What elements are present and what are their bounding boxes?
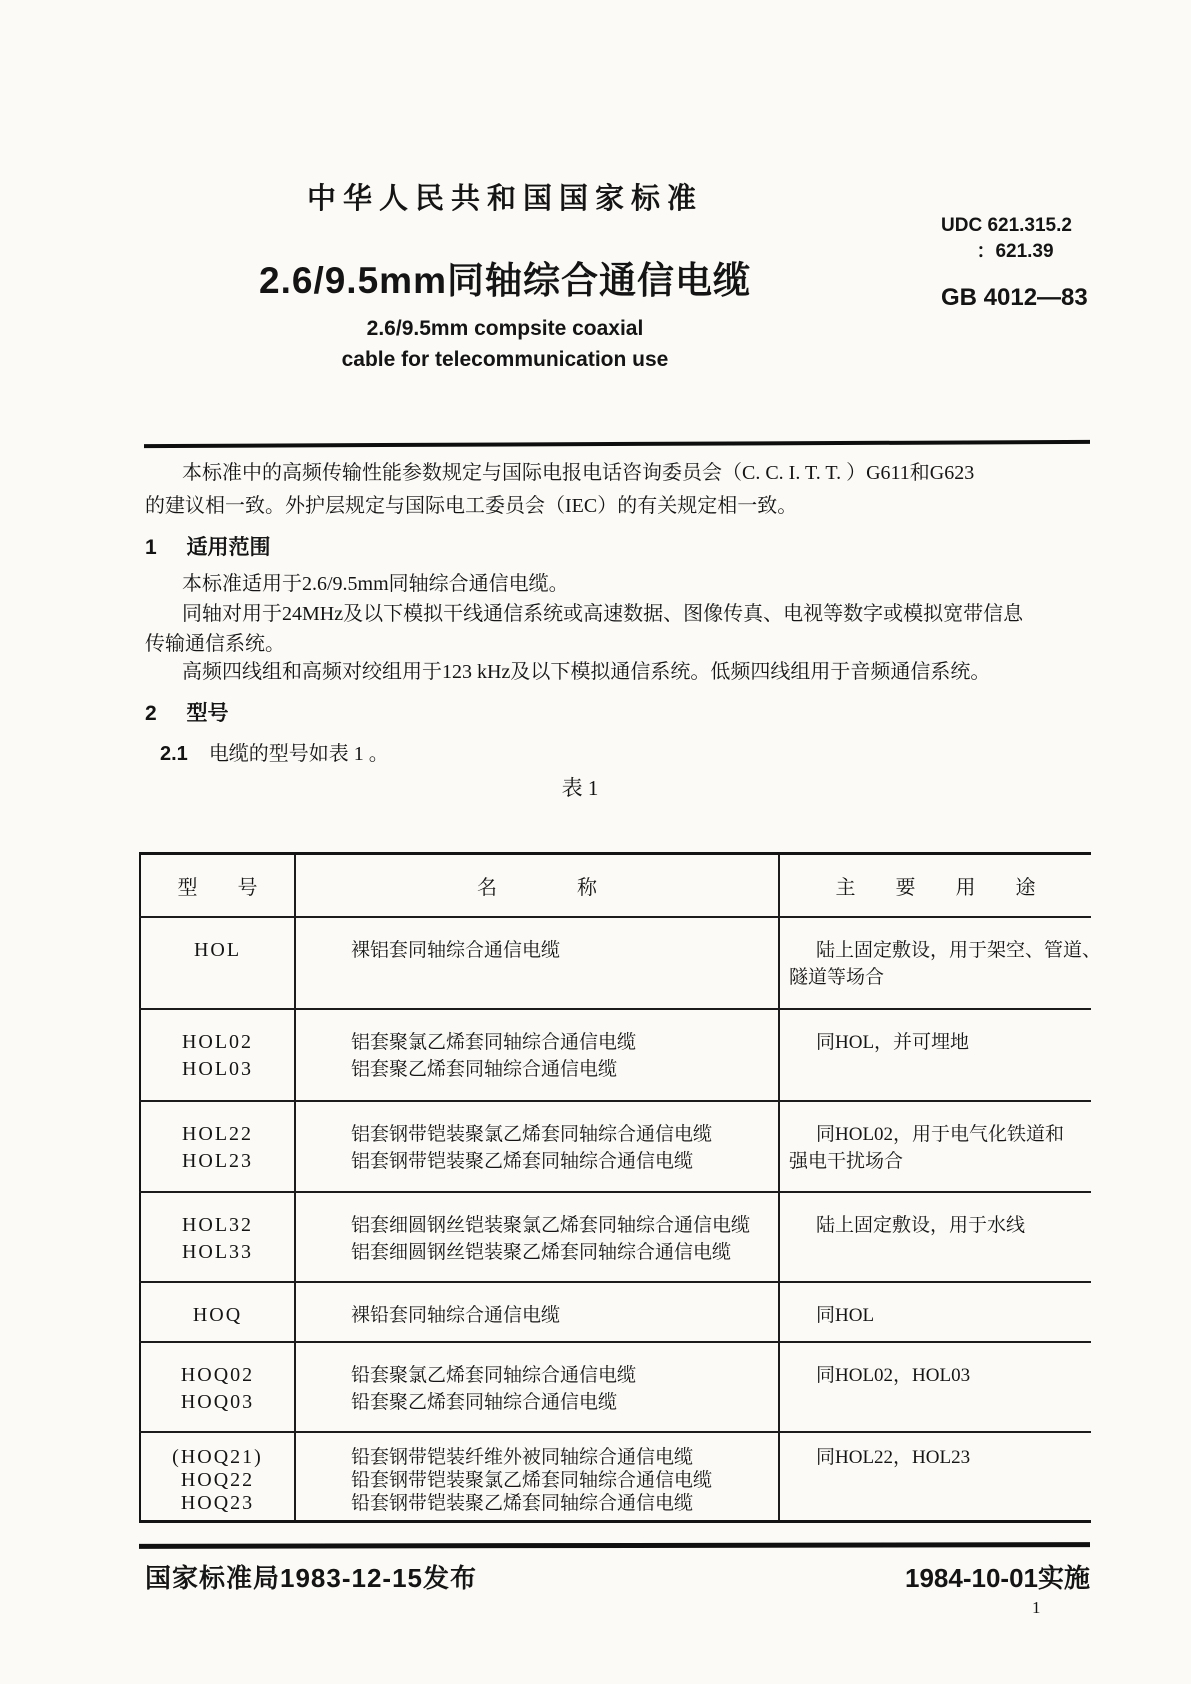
udc-code-line1: UDC 621.315.2	[941, 215, 1072, 236]
name-line: 铝套细圆钢丝铠装聚氯乙烯套同轴综合通信电缆	[351, 1214, 751, 1236]
preamble-line: 本标准中的高频传输性能参数规定与国际电报电话咨询委员会（C. C. I. T. T. ）G611和G623	[182, 462, 975, 484]
name-line: 铝套细圆钢丝铠装聚乙烯套同轴综合通信电缆	[351, 1241, 732, 1263]
usage-line: 陆上固定敷设，用于架空、管道、	[816, 939, 1102, 961]
scope-line: 同轴对用于24MHz及以下模拟干线通信系统或高速数据、图像传真、电视等数字或模拟宽带信息	[182, 603, 1024, 625]
standard-number: GB 4012—83	[941, 284, 1088, 311]
column-header-usage: 主 要 用 途	[779, 854, 1091, 917]
udc-code-line2: ：621.39	[976, 241, 1054, 262]
standard-title-en-line2: cable for telecommunication use	[341, 348, 669, 371]
table-row	[140, 1432, 1091, 1522]
name-line: 铝套钢带铠装聚乙烯套同轴综合通信电缆	[351, 1150, 694, 1172]
national-standard-heading: 中华人民共和国国家标准	[306, 183, 703, 215]
release-date-text: 国家标准局1983-12-15发布	[145, 1563, 477, 1593]
header-divider-rule	[144, 440, 1090, 448]
name-cell	[295, 1342, 779, 1432]
table-row	[140, 1009, 1091, 1101]
name-line: 铅套聚氯乙烯套同轴综合通信电缆	[351, 1364, 637, 1386]
name-line: 铅套钢带铠装纤维外被同轴综合通信电缆	[351, 1446, 694, 1468]
column-header-model: 型 号	[140, 854, 295, 917]
standard-title-cn: 2.6/9.5mm同轴综合通信电缆	[259, 260, 751, 301]
name-cell	[295, 1192, 779, 1282]
footer-divider-rule	[139, 1542, 1090, 1549]
name-line: 裸铅套同轴综合通信电缆	[351, 1304, 561, 1326]
usage-cell	[779, 1009, 1091, 1101]
name-cell	[295, 917, 779, 1009]
model-cell	[140, 1192, 295, 1282]
usage-line: 隧道等场合	[789, 966, 885, 988]
usage-line: 陆上固定敷设，用于水线	[816, 1214, 1026, 1236]
name-line: 铅套钢带铠装聚氯乙烯套同轴综合通信电缆	[351, 1469, 713, 1491]
section-1-heading	[145, 531, 271, 561]
model-cell	[140, 1432, 295, 1522]
model-line: HOQ03	[180, 1390, 255, 1413]
section-1-number: 1	[145, 536, 157, 559]
table-row	[140, 1101, 1091, 1192]
name-line: 铝套聚氯乙烯套同轴综合通信电缆	[351, 1031, 637, 1053]
model-line: HOL32	[181, 1213, 254, 1236]
table1-body	[140, 917, 1102, 1522]
name-line: 铅套聚乙烯套同轴综合通信电缆	[351, 1391, 618, 1413]
model-cell	[140, 1282, 295, 1342]
model-line: HOQ23	[180, 1491, 255, 1514]
model-line: HOQ02	[180, 1363, 255, 1386]
implement-date-text: 1984-10-01实施	[905, 1563, 1090, 1593]
model-line: HOQ	[192, 1303, 243, 1326]
name-line: 铝套聚乙烯套同轴综合通信电缆	[351, 1058, 618, 1080]
usage-cell	[779, 1101, 1091, 1192]
column-header-name: 名 称	[295, 854, 779, 917]
clause-2-1-text: 电缆的型号如表 1 。	[208, 743, 389, 765]
name-line: 铝套钢带铠装聚氯乙烯套同轴综合通信电缆	[351, 1123, 713, 1145]
model-cell	[140, 1101, 295, 1192]
usage-line: 同HOL22，HOL23	[816, 1446, 971, 1468]
name-cell	[295, 1101, 779, 1192]
model-line: HOL33	[181, 1240, 254, 1263]
scope-line: 高频四线组和高频对绞组用于123 kHz及以下模拟通信系统。低频四线组用于音频通信系统。	[182, 661, 991, 683]
usage-line: 强电干扰场合	[789, 1150, 904, 1172]
usage-cell	[779, 1192, 1091, 1282]
table-row	[140, 917, 1091, 1009]
section-2-title: 型号	[186, 702, 229, 725]
usage-line: 同HOL，并可埋地	[816, 1031, 970, 1053]
usage-line: 同HOL	[816, 1304, 875, 1326]
usage-line: 同HOL02，用于电气化铁道和	[816, 1123, 1065, 1145]
udc-code-block	[941, 213, 1089, 265]
section-2-number: 2	[145, 702, 157, 725]
usage-line: 同HOL02，HOL03	[816, 1364, 971, 1386]
usage-cell	[779, 1432, 1091, 1522]
name-line: 裸铝套同轴综合通信电缆	[351, 939, 561, 961]
usage-cell	[779, 1282, 1091, 1342]
model-line: HOL	[193, 938, 242, 961]
name-line: 铅套钢带铠装聚乙烯套同轴综合通信电缆	[351, 1492, 694, 1514]
model-line: HOL02	[181, 1030, 254, 1053]
section-1-title: 适用范围	[186, 536, 271, 559]
model-cell	[140, 1342, 295, 1432]
model-line: HOL23	[181, 1149, 254, 1172]
clause-2-1-number: 2.1	[160, 743, 188, 765]
table-row	[140, 1282, 1091, 1342]
scope-line: 本标准适用于2.6/9.5mm同轴综合通信电缆。	[182, 573, 569, 595]
usage-cell	[779, 1342, 1091, 1432]
model-line: HOL22	[181, 1122, 254, 1145]
model-table	[139, 852, 1102, 1523]
name-cell	[295, 1282, 779, 1342]
model-line: HOQ22	[180, 1468, 255, 1491]
scope-line: 传输通信系统。	[145, 633, 285, 655]
standard-title-en	[145, 313, 865, 375]
standard-title-en-line1: 2.6/9.5mm compsite coaxial	[366, 317, 644, 340]
section-2-heading	[145, 697, 229, 727]
clause-2-1	[160, 737, 389, 766]
table-header-row	[140, 854, 1091, 917]
usage-cell	[779, 917, 1102, 1009]
table-row	[140, 1342, 1091, 1432]
name-cell	[295, 1432, 779, 1522]
model-line: HOL03	[181, 1057, 254, 1080]
name-cell	[295, 1009, 779, 1101]
model-cell	[140, 917, 295, 1009]
page-number: 1	[1032, 1598, 1041, 1617]
table-row	[140, 1192, 1091, 1282]
preamble-line: 的建议相一致。外护层规定与国际电工委员会（IEC）的有关规定相一致。	[145, 495, 798, 517]
model-line: (HOQ21)	[172, 1445, 263, 1468]
model-cell	[140, 1009, 295, 1101]
table-1-caption: 表 1	[561, 776, 599, 800]
